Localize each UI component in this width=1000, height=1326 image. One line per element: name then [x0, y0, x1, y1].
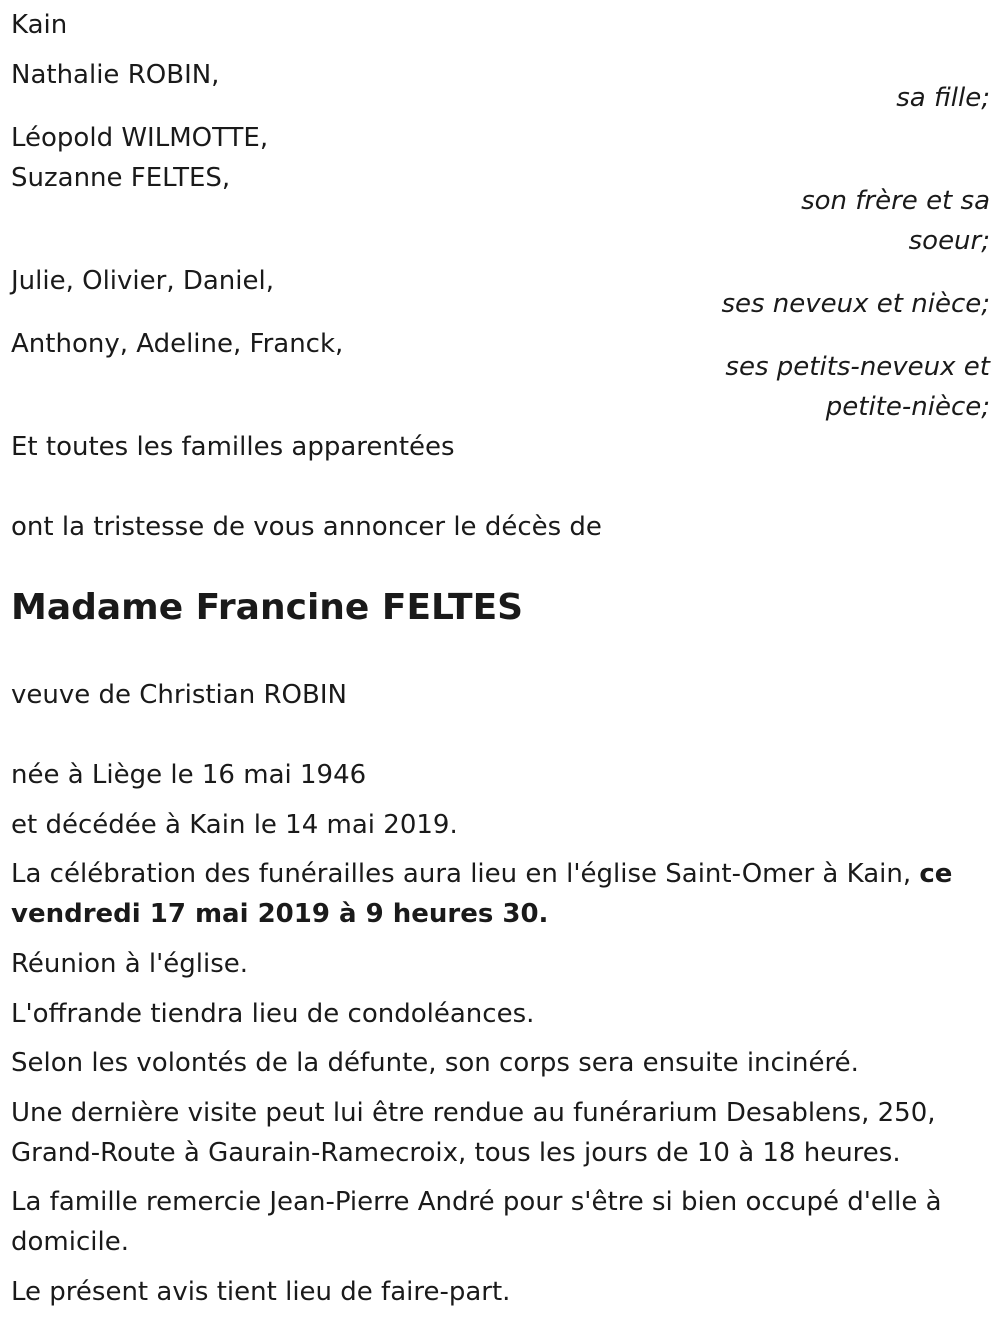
widow-of: veuve de Christian ROBIN	[11, 680, 347, 710]
families-line: Et toutes les familles apparentées	[11, 432, 455, 462]
offering-paragraph: L'offrande tiendra lieu de condoléances.	[11, 999, 535, 1029]
birth-info: née à Liège le 16 mai 1946	[11, 760, 367, 790]
family-name-grandnephews: Anthony, Adeline, Franck,	[11, 329, 344, 359]
notice-paragraph: Le présent avis tient lieu de faire-part.	[11, 1277, 511, 1307]
family-name-daughter: Nathalie ROBIN,	[11, 60, 220, 90]
family-name-brother: Léopold WILMOTTE,	[11, 123, 269, 153]
announcement: ont la tristesse de vous annoncer le décès de	[11, 512, 602, 542]
family-name-sister: Suzanne FELTES,	[11, 163, 231, 193]
death-info: et décédée à Kain le 14 mai 2019.	[11, 810, 458, 840]
funeral-paragraph	[11, 854, 989, 934]
relation-siblings-line1: son frère et sa	[801, 186, 990, 216]
relation-siblings-line2: soeur;	[908, 226, 990, 256]
funeral-datetime: ce vendredi 17 mai 2019 à 9 heures 30.	[11, 859, 953, 929]
meeting-paragraph: Réunion à l'église.	[11, 949, 249, 979]
relation-daughter: sa fille;	[896, 83, 990, 113]
visit-paragraph: Une dernière visite peut lui être rendue au funérarium Desablens, 250, Grand-Route à Gaurain-Ramecroix, tous les jours de 10 à 18 heures.	[11, 1098, 936, 1168]
deceased-name: Madame Francine FELTES	[11, 587, 524, 628]
relation-nephews: ses neveux et nièce;	[721, 289, 990, 319]
family-name-nephews: Julie, Olivier, Daniel,	[11, 266, 274, 296]
cremation-paragraph: Selon les volontés de la défunte, son corps sera ensuite incinéré.	[11, 1048, 859, 1078]
thanks-paragraph: La famille remercie Jean-Pierre André pour s'être si bien occupé d'elle à domicile.	[11, 1187, 942, 1257]
relation-grandnephews-line2: petite-nièce;	[825, 392, 990, 422]
relation-grandnephews-line1: ses petits-neveux et	[725, 352, 990, 382]
funeral-text: La célébration des funérailles aura lieu en l'église Saint-Omer à Kain,	[11, 859, 920, 889]
city-label: Kain	[11, 10, 68, 40]
